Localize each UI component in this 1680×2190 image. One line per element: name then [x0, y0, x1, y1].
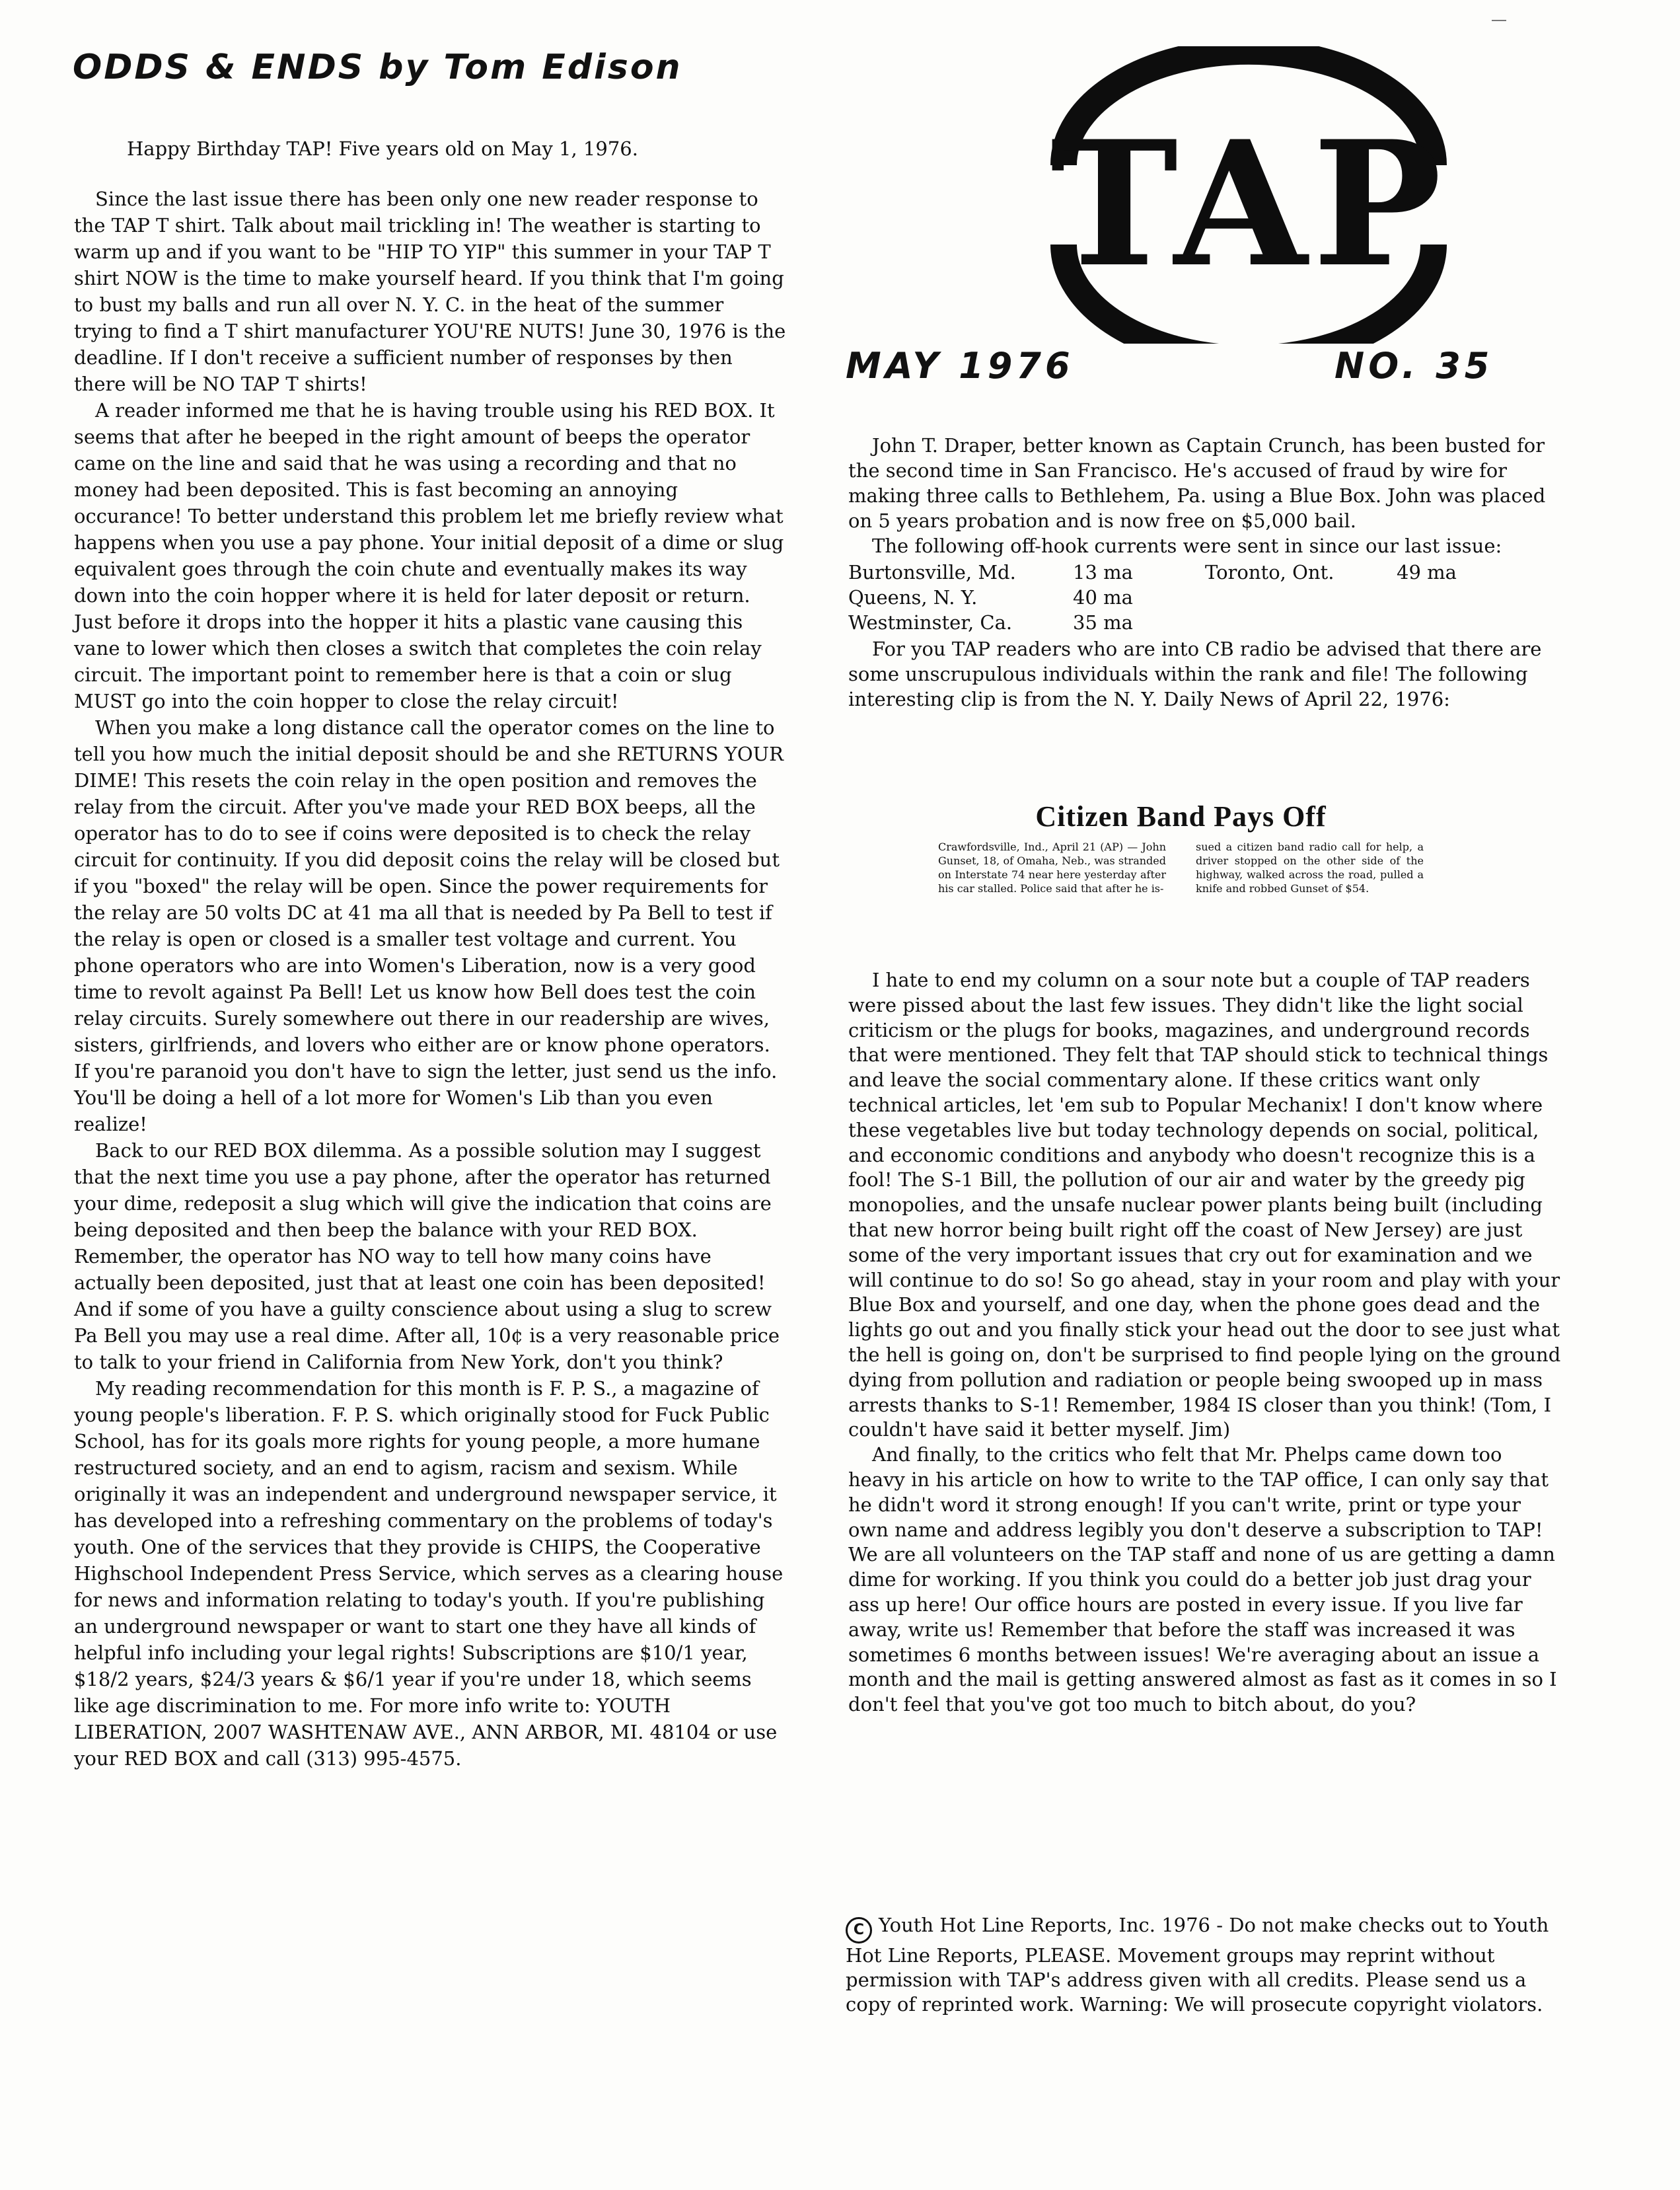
clipping-column: Crawfordsville, Ind., April 21 (AP) — John Gunset, 18, of Omaha, Neb., was stranded on Interstate 74 near here yesterday after his car stalled. Police said that after he is- [938, 841, 1166, 895]
reading-location: Toronto, Ont. [1205, 561, 1334, 584]
critics-paragraph: I hate to end my column on a sour note but a couple of TAP readers were pissed about the last few issues. They didn't like the light social criticism or the plugs for books, magazines, and underground records that were mentioned. They felt that TAP should stick to technical things and leave the social commentary alone. If these critics want only technical articles, let 'em sub to Popular Mechanix! I don't know where these vegetables live but today technology depends on social, political, and ecconomic conditions and anybody who doesn't recognize this is a fool! The S-1 Bill, the pollution of our air and water by the greedy pig monopolies, and the unsafe nuclear power plants being built (including that new horror being built right off the coast of New Jersey) are just some of the very important issues that cry out for examination and we will continue to do so! So go ahead, stay in your room and play with your Blue Box and yourself, and one day, when the phone goes dead and the lights go out and you finally stick your head out the door to see just what the hell is going on, don't be surprised to find people lying on the ground dying from pollution and radiation or people being swooped up in mass arrests thanks to S-1! Remember, 1984 IS closer than you think! (Tom, I couldn't have said it better myself. Jim) [848, 969, 1561, 1441]
dilemma-paragraph: Back to our RED BOX dilemma. As a possible solution may I suggest that the next time you use a pay phone, after the operator has returned your dime, redeposit a slug which will give the indication that coins are being deposited and then beep the balance with your RED BOX. Remember, the operator has NO way to tell how many coins have actually been deposited, just that at least one coin has been deposited! And if some of you have a guilty conscience about using a slug to screw Pa Bell you may use a real dime. After all, 10¢ is a very reasonable price to talk to your friend in California from New York, don't you think? [74, 1139, 780, 1373]
reading-value: 49 ma [1397, 561, 1457, 584]
right-column-bottom [848, 968, 1562, 1718]
issue-date: MAY 1976 [846, 345, 1074, 387]
tshirt-paragraph: Since the last issue there has been only one new reader response to the TAP T shirt. Talk about mail trickling in! The weather is starting to warm up and if you want to be "HIP TO YIP" this summer in your TAP T shirt NOW is the time to make yourself heard. If you think that I'm going to bust my balls and run all over N. Y. C. in the heat of the summer trying to find a T shirt manufacturer YOU'RE NUTS! June 30, 1976 is the deadline. If I don't receive a sufficient number of responses by then there will be NO TAP T shirts! [74, 188, 786, 395]
clipping-headline: Citizen Band Pays Off [1035, 800, 1327, 833]
birthday-note: Happy Birthday TAP! Five years old on May 1, 1976. [127, 137, 638, 160]
left-column [74, 135, 787, 1772]
off-hook-intro: The following off-hook currents were sent in since our last issue: [872, 535, 1502, 557]
copyright-text: Youth Hot Line Reports, Inc. 1976 - Do not make checks out to Youth Hot Line Reports, PLEASE. Movement groups may reprint without permission with TAP's address given with all credits. Please send us a copy of reprinted work. Warning: We will prosecute copyright violators. [846, 1914, 1549, 2016]
cb-radio-paragraph: For you TAP readers who are into CB radio be advised that there are some unscrupulous individuals within the rank and file! The following interesting clip is from the N. Y. Daily News of April 22, 1976: [848, 638, 1542, 710]
news-clipping [938, 800, 1424, 895]
right-column-top [848, 433, 1558, 712]
clipping-column: sued a citizen band radio call for help, a driver stopped on the other side of the highway, walked across the road, pulled a knife and robbed Gunset of $54. [1196, 841, 1424, 895]
reading-recommendation-paragraph: My reading recommendation for this month is F. P. S., a magazine of young people's liberation. F. P. S. which originally stood for Fuck Public School, has for its goals more rights for young people, a more humane restructured society, and an end to agism, racism and sexism. While originally it was an independent and underground newspaper service, it has developed into a refreshing commentary on the problems of today's youth. One of the services that they provide is CHIPS, the Cooperative Highschool Independent Press Service, which serves as a clearing house for news and information relating to today's youth. If you're publishing an underground newspaper or want to start one they have all kinds of helpful info including your legal rights! Subscriptions are $10/1 year, $18/2 years, $24/3 years & $6/1 year if you're under 18, which seems like age discrimination to me. For more info write to: YOUTH LIBERATION, 2007 WASHTENAW AVE., ANN ARBOR, MI. 48104 or use your RED BOX and call (313) 995-4575. [74, 1377, 784, 1770]
reading-location: Burtonsville, Md. [848, 561, 1016, 584]
tap-logo [918, 46, 1579, 344]
reading-location: Queens, N. Y. [848, 586, 978, 609]
off-hook-readings [848, 560, 1558, 635]
issue-number: NO. 35 [1334, 345, 1494, 387]
copyright-notice [846, 1913, 1559, 2017]
long-distance-paragraph: When you make a long distance call the operator comes on the line to tell you how much the initial deposit should be and she RETURNS YOUR DIME! This resets the coin relay in the open position and removes the relay from the circuit. After you've made your RED BOX beeps, all the operator has to do to see if coins were deposited is to check the relay circuit for continuity. If you did deposit coins the relay will be closed but if you "boxed" the relay will be open. Since the power requirements for the relay are 50 volts DC at 41 ma all that is needed by Pa Bell to test if the relay is open or closed is a smaller test voltage and current. You phone operators who are into Women's Liberation, now is a very good time to revolt against Pa Bell! Let us know how Bell does test the coin relay circuits. Surely somewhere out there in our readership are wives, sisters, girlfriends, and lovers who either are or know phone operators. If you're paranoid you don't have to sign the letter, just send us the info. You'll be doing a hell of a lot more for Women's Lib than you even realize! [74, 716, 784, 1135]
reading-value: 35 ma [1073, 611, 1133, 634]
red-box-paragraph: A reader informed me that he is having trouble using his RED BOX. It seems that after he beeped in the right amount of beeps the operator came on the line and said that he was using a recording and that no money had been deposited. This is fast becoming an annoying occurance! To better understand this problem let me briefly review what happens when you use a pay phone. Your initial deposit of a dime or slug equivalent goes through the coin chute and eventually makes its way down into the coin hopper where it is held for later deposit or return. Just before it drops into the hopper it hits a plastic vane causing this vane to lower which then closes a switch that completes the coin relay circuit. The important point to remember here is that a coin or slug MUST go into the coin hopper to close the relay circuit! [74, 399, 784, 712]
clipping-body [938, 840, 1424, 895]
masthead-row [846, 345, 1506, 391]
reading-row [848, 560, 1558, 585]
finally-paragraph: And finally, to the critics who felt that Mr. Phelps came down too heavy in his article on how to write to the TAP office, I can only say that he didn't word it strong enough! If you can't write, print or type your own name and address legibly you don't deserve a subscription to TAP! We are all volunteers on the TAP staff and none of us are getting a damn dime for working. If you think you could do a better job just drag your ass up here! Our office hours are posted in every issue. If you live far away, write us! Remember that before the staff was increased it was sometimes 6 months between issues! We're averaging about an issue a month and the mail is getting answered almost as fast as it comes in so I don't feel that you've got too much to bitch about, do you? [848, 1443, 1557, 1716]
draper-paragraph: John T. Draper, better known as Captain Crunch, has been busted for the second time in San Francisco. He's accused of fraud by wire for making three calls to Bethlehem, Pa. using a Blue Box. John was placed on 5 years probation and is now free on $5,000 bail. [848, 434, 1546, 532]
reading-row [848, 610, 1558, 635]
reading-location: Westminster, Ca. [848, 611, 1013, 634]
reading-value: 40 ma [1073, 586, 1133, 609]
reading-value: 13 ma [1073, 561, 1133, 584]
column-title: ODDS & ENDS by Tom Edison [73, 48, 682, 87]
copyright-icon: C [846, 1917, 872, 1944]
corner-mark [1492, 20, 1506, 21]
tap-logo-text: TAP [1050, 104, 1447, 305]
reading-row [848, 585, 1558, 610]
